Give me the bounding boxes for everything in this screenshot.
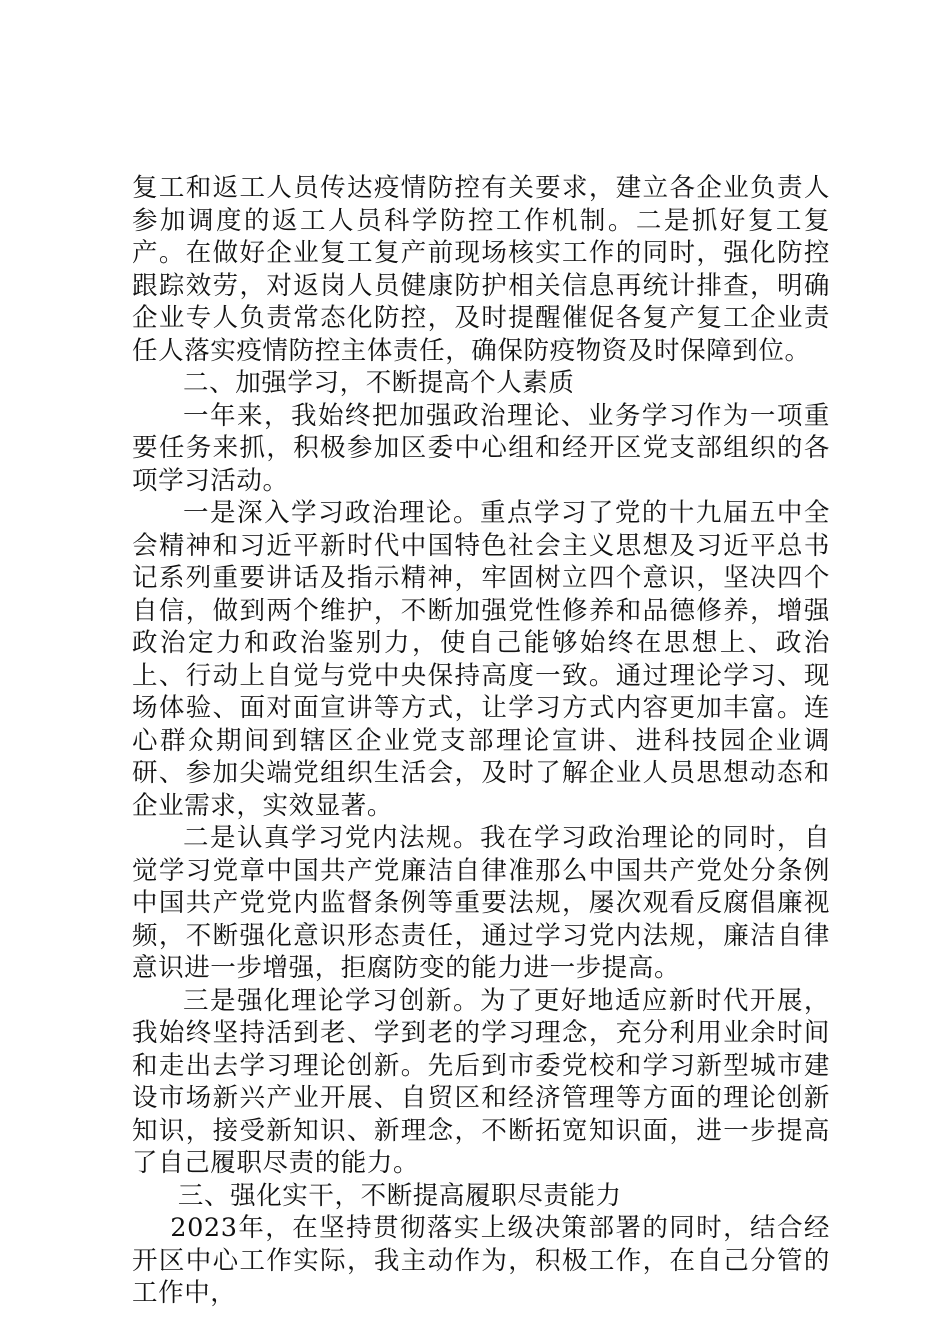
document-body <box>132 172 830 1310</box>
paragraph-study-regulations: 二是认真学习党内法规。我在学习政治理论的同时，自觉学习党章中国共产党廉洁自律准那么中国共产党处分条例中国共产党党内监督条例等重要法规，屡次观看反腐倡廉视频，不断强化意识形态责任，通过学习党内法规，廉洁自律意识进一步增强，拒腐防变的能力进一步提高。 <box>132 823 830 983</box>
section-heading-3: 三、强化实干，不断提高履职尽责能力 <box>177 1180 622 1211</box>
paragraph-continuation: 复工和返工人员传达疫情防控有关要求，建立各企业负责人参加调度的返工人员科学防控工作机制。二是抓好复工复产。在做好企业复工复产前现场核实工作的同时，强化防控跟踪效劳，对返岗人员健康防护相关信息再统计排查，明确企业专人负责常态化防控，及时提醒催促各复产复工企业责任人落实疫情防控主体责任，确保防疫物资及时保障到位。 <box>132 173 830 366</box>
paragraph-study-politics: 一是深入学习政治理论。重点学习了党的十九届五中全会精神和习近平新时代中国特色社会主义思想及习近平总书记系列重要讲话及指示精神，牢固树立四个意识，坚决四个自信，做到两个维护，不断加强党性修养和品德修养，增强政治定力和政治鉴别力，使自己能够始终在思想上、政治上、行动上自觉与党中央保持高度一致。通过理论学习、现场体验、面对面宣讲等方式，让学习方式内容更加丰富。连心群众期间到辖区企业党支部理论宣讲、进科技园企业调研、参加尖端党组织生活会，及时了解企业人员思想动态和企业需求，实效显著。 <box>132 498 830 821</box>
paragraph-study-innovation: 三是强化理论学习创新。为了更好地适应新时代开展，我始终坚持活到老、学到老的学习理念，充分利用业余时间和走出去学习理论创新。先后到市委党校和学习新型城市建设市场新兴产业开展、自贸区和经济管理等方面的理论创新知识，接受新知识、新理念，不断拓宽知识面，进一步提高了自己履职尽责的能力。 <box>132 985 830 1178</box>
section-heading-2: 二、加强学习，不断提高个人素质 <box>183 368 575 398</box>
paragraph-work-intro: 2023年，在坚持贯彻落实上级决策部署的同时，结合经开区中心工作实际，我主动作为，积极工作，在自己分管的工作中， <box>132 1213 830 1308</box>
paragraph-study-intro: 一年来，我始终把加强政治理论、业务学习作为一项重要任务来抓，积极参加区委中心组和经开区党支部组织的各项学习活动。 <box>132 400 830 496</box>
